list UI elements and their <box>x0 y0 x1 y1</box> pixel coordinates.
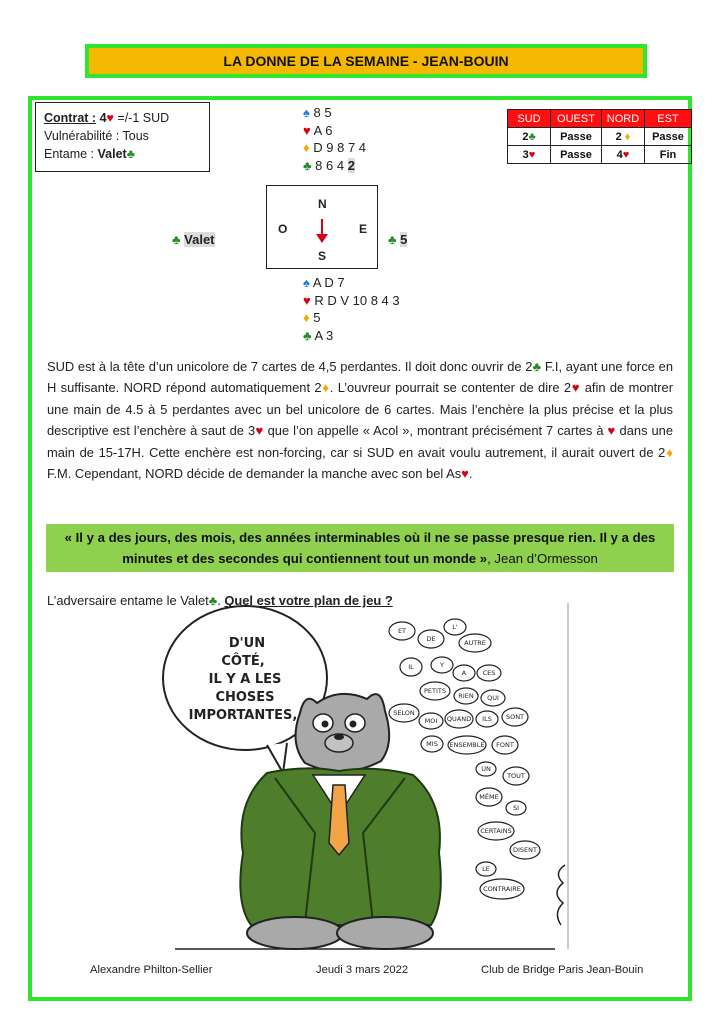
south-diamonds: ♦ 5 <box>303 310 321 325</box>
club-icon: ♣ <box>208 593 218 608</box>
svg-text:ET: ET <box>397 627 407 635</box>
signature <box>557 865 565 925</box>
contract-label: Contrat : <box>44 111 97 125</box>
compass-south: S <box>318 249 327 263</box>
club-icon: ♣ <box>528 130 536 143</box>
heart-icon: ♥ <box>607 423 616 439</box>
heart-icon: ♥ <box>571 380 581 396</box>
heart-icon: ♥ <box>528 148 536 161</box>
lead-card: Valet <box>97 147 127 161</box>
spade-icon: ♠ <box>303 105 310 120</box>
svg-text:MOI: MOI <box>424 717 438 725</box>
north-spades: ♠ 8 5 <box>303 105 332 120</box>
bid-cell: 4♥ <box>602 146 645 164</box>
spade-icon: ♠ <box>303 275 310 290</box>
heart-icon: ♥ <box>106 111 114 125</box>
heart-icon: ♥ <box>303 292 311 308</box>
bid-cell: Fin <box>645 146 692 164</box>
contract-result: =/-1 SUD <box>113 111 170 125</box>
analysis-paragraph: SUD est à la tête d’un unicolore de 7 cartes de 4,5 perdantes. Il doit donc ouvrir de 2♣ F.I, ayant une force en H suffisante. NORD répond automatiquement 2♦. L’ouvreur pourrait se contenter de dire 2♥ afin de montrer une main de 4.5 à 5 perdantes avec un bel unicolore de 6 cartes. Mais l’enchère la plus précise et la plus descriptive est l’enchère à saut de 3♥ que l’on appelle « Acol », montrant précisément 7 cartes à ♥ dans une main de 15-17H. Cette enchère est non-forcing, car si SUD en avait voulu autrement, il aurait ouvert de 2♦ F.M. Cependant, NORD décide de demander la manche avec son bel As♥. <box>47 359 674 482</box>
compass-west: O <box>278 222 288 236</box>
bidding-header: OUEST <box>551 110 602 128</box>
north-hearts: ♥ A 6 <box>303 122 333 138</box>
page-title: LA DONNE DE LA SEMAINE - JEAN-BOUIN <box>85 44 647 78</box>
south-clubs: ♣ A 3 <box>303 327 334 343</box>
south-hand <box>303 274 400 344</box>
svg-text:ENSEMBLE: ENSEMBLE <box>449 741 485 749</box>
footer-club: Club de Bridge Paris Jean-Bouin <box>481 964 644 976</box>
club-icon: ♣ <box>126 147 135 161</box>
club-icon: ♣ <box>303 157 312 173</box>
svg-text:DE: DE <box>426 635 436 643</box>
club-icon: ♣ <box>172 232 181 247</box>
svg-text:DISENT: DISENT <box>513 846 537 854</box>
svg-text:FONT: FONT <box>496 741 514 749</box>
diamond-icon: ♦ <box>665 444 674 460</box>
svg-text:A: A <box>461 669 467 677</box>
contract-box <box>35 102 210 172</box>
lead-label: Entame : <box>44 147 98 161</box>
south-hearts: ♥ R D V 10 8 4 3 <box>303 292 400 308</box>
cat-head <box>296 694 390 772</box>
svg-text:CES: CES <box>482 669 496 677</box>
cartoon-illustration <box>155 603 575 953</box>
svg-text:SELON: SELON <box>393 709 415 717</box>
plan-question: L’adversaire entame le Valet♣. Quel est votre plan de jeu ? <box>47 593 393 608</box>
svg-text:MIS: MIS <box>426 740 438 748</box>
bid-cell: 2♣ <box>508 128 551 146</box>
cat-tie <box>329 785 349 855</box>
heart-icon: ♥ <box>255 423 264 439</box>
bidding-header: SUD <box>508 110 551 128</box>
svg-text:UN: UN <box>481 765 491 773</box>
west-card: ♣ Valet <box>172 232 215 247</box>
svg-text:PETITS: PETITS <box>423 687 447 695</box>
svg-text:CÔTÉ,: CÔTÉ, <box>221 654 265 669</box>
bidding-row <box>508 146 692 164</box>
club-icon: ♣ <box>532 359 542 374</box>
footer-date: Jeudi 3 mars 2022 <box>316 964 409 976</box>
south-spades: ♠ A D 7 <box>303 275 345 290</box>
svg-text:SI: SI <box>512 804 520 812</box>
plan-intro: L’adversaire entame le Valet <box>47 593 209 608</box>
svg-text:CHOSES: CHOSES <box>215 690 275 705</box>
arrow-head <box>316 234 328 243</box>
vulnerability: Vulnérabilité : Tous <box>44 129 149 143</box>
svg-text:RIEN: RIEN <box>458 692 474 700</box>
svg-text:SONT: SONT <box>505 713 525 721</box>
bid-cell: Passe <box>645 128 692 146</box>
heart-icon: ♥ <box>622 148 630 161</box>
svg-text:CERTAINS: CERTAINS <box>480 827 512 835</box>
club-icon: ♣ <box>303 327 312 343</box>
compass-north: N <box>318 197 327 211</box>
north-played-card: 2 <box>347 157 355 173</box>
bidding-header: EST <box>645 110 692 128</box>
svg-text:IMPORTANTES,: IMPORTANTES, <box>188 708 298 723</box>
quote-box <box>46 524 674 572</box>
bidding-table <box>507 109 692 164</box>
svg-text:IL Y A LES: IL Y A LES <box>208 672 282 687</box>
bidding-row <box>508 128 692 146</box>
north-hand <box>303 104 366 174</box>
svg-text:L': L' <box>452 623 458 631</box>
footer-author: Alexandre Philton-Sellier <box>90 964 213 976</box>
lead-line <box>44 145 201 163</box>
bid-cell: Passe <box>551 146 602 164</box>
svg-text:MÊME: MÊME <box>479 793 499 801</box>
diamond-icon: ♦ <box>321 380 330 396</box>
bid-cell: Passe <box>551 128 602 146</box>
svg-text:IL: IL <box>408 663 414 671</box>
plan-question-text: Quel est votre plan de jeu ? <box>224 593 393 608</box>
north-clubs: ♣ 8 6 4 2 <box>303 157 355 173</box>
contract-line <box>44 109 201 127</box>
quote-author: , Jean d’Ormesson <box>487 551 598 566</box>
diamond-icon: ♦ <box>303 310 310 325</box>
north-diamonds: ♦ D 9 8 7 4 <box>303 140 367 155</box>
svg-text:CONTRAIRE: CONTRAIRE <box>483 885 521 893</box>
bid-cell: 2 ♦ <box>602 128 645 146</box>
svg-text:D'UN: D'UN <box>228 636 266 651</box>
bidding-header: NORD <box>602 110 645 128</box>
svg-text:QUAND: QUAND <box>446 715 472 723</box>
east-card: ♣ 5 <box>388 232 408 247</box>
compass-box <box>266 185 378 269</box>
svg-text:LE: LE <box>482 865 490 873</box>
quote-text: « Il y a des jours, des mois, des années interminables où il ne se passe presque rien. Il y a des minutes et des secondes qui contiennent tout un monde » <box>64 530 656 566</box>
bidding-header-row <box>508 110 692 128</box>
club-icon: ♣ <box>388 232 397 247</box>
svg-text:ILS: ILS <box>482 715 492 723</box>
heart-icon: ♥ <box>303 122 311 138</box>
diamond-icon: ♦ <box>303 140 310 155</box>
bid-cell: 3♥ <box>508 146 551 164</box>
svg-text:QUI: QUI <box>487 694 499 702</box>
svg-text:TOUT: TOUT <box>507 772 525 780</box>
svg-text:Y: Y <box>440 661 444 669</box>
diamond-icon: ♦ <box>624 130 631 143</box>
heart-icon: ♥ <box>461 466 469 482</box>
contract-level: 4 <box>99 111 107 125</box>
svg-text:AUTRE: AUTRE <box>464 639 486 647</box>
compass-east: E <box>359 222 368 236</box>
